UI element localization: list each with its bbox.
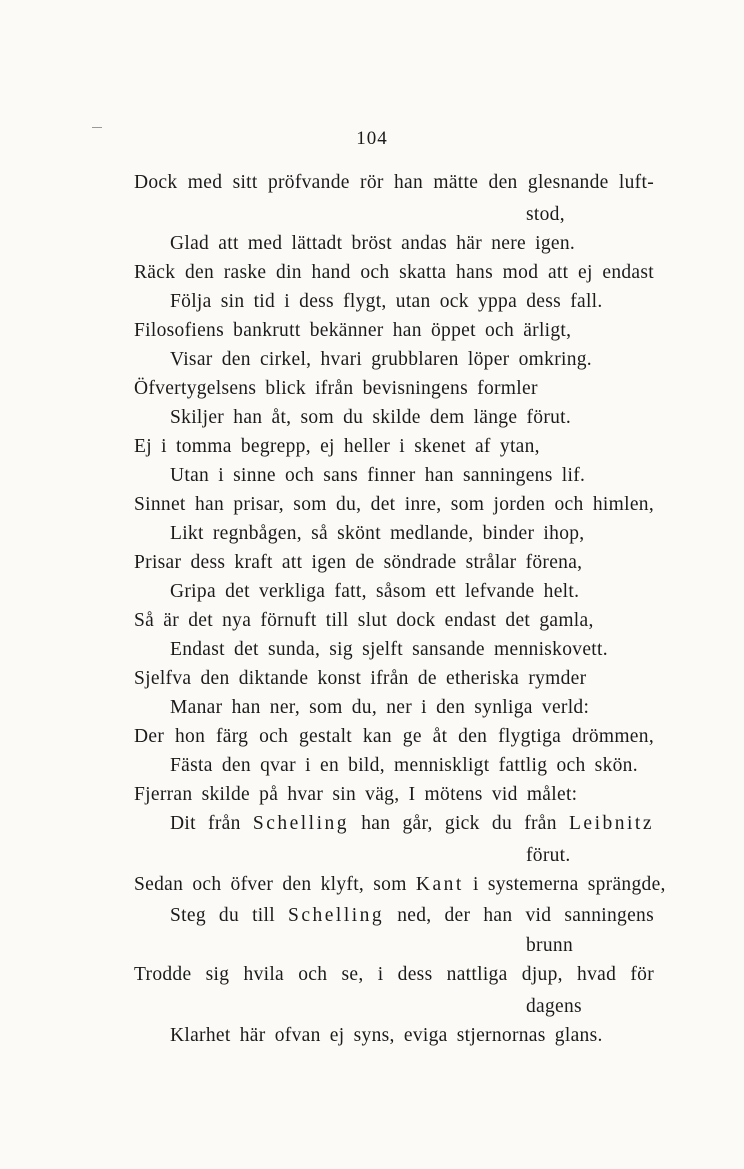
name-leibnitz: Leibnitz — [569, 813, 654, 834]
poem-line-10: Utan i sinne och sans finner han sanningens lif. — [170, 465, 586, 486]
poem-line-23 — [134, 873, 666, 897]
poem-line-24 — [170, 904, 654, 928]
poem-line-18: Manar han ner, som du, ner i den synliga verld: — [170, 697, 590, 718]
poem-line-24-part-1: Steg du till — [170, 905, 288, 926]
poem-line-19: Der hon färg och gestalt kan ge åt den flygtiga drömmen, — [134, 726, 654, 747]
poem-line-14: Gripa det verkliga fatt, såsom ett lefvande helt. — [170, 581, 580, 602]
poem-line-6: Visar den cirkel, hvari grubblaren löper omkring. — [170, 349, 592, 370]
poem-line-7: Öfvertygelsens blick ifrån bevisningens formler — [134, 378, 538, 399]
poem-line-23-part-2: i systemerna sprängde, — [463, 874, 666, 895]
poem-line-25: Trodde sig hvila och se, i dess nattliga djup, hvad för — [134, 964, 654, 985]
poem-line-21: Fjerran skilde på hvar sin väg, I mötens vid målet: — [134, 784, 578, 805]
poem-line-1-continuation: stod, — [526, 204, 565, 225]
poem-line-24-continuation: brunn — [526, 935, 573, 956]
poem-line-11: Sinnet han prisar, som du, det inre, som jorden och himlen, — [134, 494, 654, 515]
poem-line-23-part-1: Sedan och öfver den klyft, som — [134, 874, 416, 895]
poem-line-26: Klarhet här ofvan ej syns, eviga stjernornas glans. — [170, 1025, 603, 1046]
poem-line-22-continuation: förut. — [526, 845, 571, 866]
poem-line-17: Sjelfva den diktande konst ifrån de etheriska rymder — [134, 668, 587, 689]
name-schelling: Schelling — [252, 813, 350, 834]
poem-line-25-continuation: dagens — [526, 996, 582, 1017]
poem-line-2: Glad att med lättadt bröst andas här nere igen. — [170, 233, 576, 254]
poem-line-3: Räck den raske din hand och skatta hans mod att ej endast — [134, 262, 654, 283]
poem-line-4: Följa sin tid i dess flygt, utan ock yppa dess fall. — [170, 291, 603, 312]
poem-line-9: Ej i tomma begrepp, ej heller i skenet af ytan, — [134, 436, 540, 457]
poem-line-5: Filosofiens bankrutt bekänner han öppet och ärligt, — [134, 320, 572, 341]
page-number: 104 — [356, 128, 388, 149]
poem-line-12: Likt regnbågen, så skönt medlande, binder ihop, — [170, 523, 585, 544]
poem-line-22-part-1: Dit från — [170, 813, 253, 834]
poem-line-16: Endast det sunda, sig sjelft sansande menniskovett. — [170, 639, 608, 660]
poem-line-13: Prisar dess kraft att igen de söndrade strålar förena, — [134, 552, 583, 573]
poem-line-22 — [170, 812, 654, 836]
poem-line-15: Så är det nya förnuft till slut dock endast det gamla, — [134, 610, 594, 631]
poem-line-24-part-2: ned, der han vid sanningens — [384, 905, 654, 926]
name-kant: Kant — [415, 874, 464, 895]
name-schelling-2: Schelling — [288, 905, 385, 926]
poem-line-8: Skiljer han åt, som du skilde dem länge förut. — [170, 407, 572, 428]
poem-line-22-part-2: han går, gick du från — [349, 813, 570, 834]
poem-line-20: Fästa den qvar i en bild, menniskligt fattlig och skön. — [170, 755, 638, 776]
poem-line-1: Dock med sitt pröfvande rör han mätte den glesnande luft- — [134, 172, 654, 193]
